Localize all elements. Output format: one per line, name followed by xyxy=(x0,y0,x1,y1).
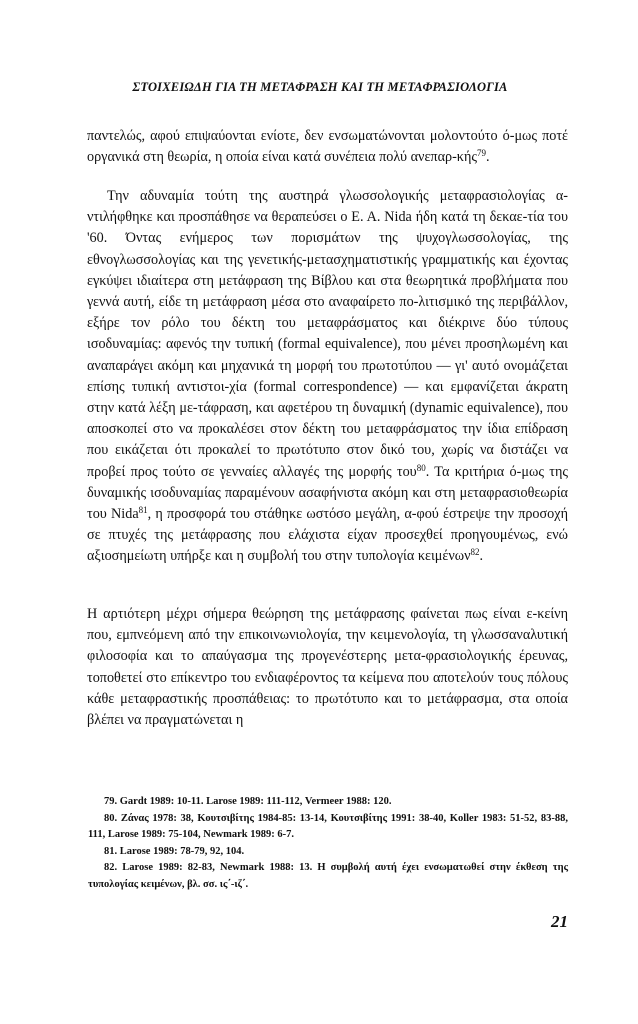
footnotes xyxy=(88,794,568,894)
footnote-ref-79: 79 xyxy=(477,148,486,159)
paragraph-text: . Τα κριτήρια ό-μως της δυναμικής ισοδυναμίας παραμένουν ασαφήνιστα ακόμη και στη μεταφρασιοθεωρία του Nida xyxy=(87,463,568,523)
footnote-ref-81: 81 xyxy=(138,505,148,516)
footnote-ref-80: 80 xyxy=(416,462,426,473)
paragraph-text: παντελώς, αφού επιψαύονται ενίοτε, δεν ενσωματώνονται μολοντούτο ό-μως ποτέ οργανικά στη θεωρία, η οποία είναι κατά συνέπεια πολύ ανεπαρ-κής xyxy=(87,128,568,166)
running-header: ΣΤΟΙΧΕΙΩΔΗ ΓΙΑ ΤΗ ΜΕΤΑΦΡΑΣΗ ΚΑΙ ΤΗ ΜΕΤΑΦΡΑΣΙΟΛΟΓΙΑ xyxy=(132,80,508,94)
footnote-ref-82: 82 xyxy=(470,547,480,558)
footnote-79: 79. Gardt 1989: 10-11. Larose 1989: 111-112, Vermeer 1988: 120. xyxy=(104,796,392,807)
paragraph-nida xyxy=(87,186,568,568)
footnote-81: 81. Larose 1989: 78-79, 92, 104. xyxy=(104,845,245,857)
paragraph-text: Την αδυναμία τούτη της αυστηρά γλωσσολογικής μεταφρασιολογίας α-ντιλήφθηκε και προσπάθησε να θεραπεύσει ο Ε. Α. Nida ήδη κατά τη δεκαε-τία του '60. Όντας ενήμερος των πορισμάτων της ψυχογλωσσολογίας, της εθνογλωσσολογίας και της γενετικής-μετασχηματιστικής γραμματικής και έχοντας εγκύψει ιδιαίτερα στη μετάφραση της Βίβλου και στα θεωρητικά προβλήματα που γεννά αυτή, είδε τη μετάφραση μέσα στο αναφαίρετο πο-λιτισμικό της περιβάλλον, εξήρε τον ρόλο του δέκτη του μεταφράσματος και διέκρινε δύο τύπους ισοδυναμίας: αφενός την τυπική (formal equivalence), που μένει προσηλωμένη και αναπαράγει ακόμη και μηχανικά τη μορφή του πρωτοτύπου — γι' αυτό ονομάζεται επίσης τυπική αντιστοι-χία (formal correspondence) — και εμφανίζεται άκρατη στην κατά λέξη με-τάφραση, και αφετέρου τη δυναμική (dynamic equivalence), που αποσκοπεί στο να προκαλέσει στον δέκτη του μεταφράσματος την ίδια επίδραση που εικάζεται ότι προκαλεί το πρωτότυπο στον δικό του, χωρίς να διστάζει να προβεί προς τούτο σε γενναίες αλλαγές της μορφής του xyxy=(87,188,568,480)
paragraph-text-centered-approach: Η αρτιότερη μέχρι σήμερα θεώρηση της μετάφρασης φαίνεται πως είναι ε-κείνη που, εμπνεόμενη από την επικοινωνιολογία, την κειμενολογία, τη γλωσσαναλυτική φιλοσοφία και το απαύγασμα της προγενέστερης μετα-φρασιολογικής έρευνας, τοποθετεί στο επίκεντρο του ενδιαφέροντος τα κείμενα που αποτελούν τους πόλους κάθε μεταφραστικής προσπάθειας: το πρωτότυπο και το μετάφρασμα, στα οποία βλέπει να πραγματώνεται η xyxy=(87,606,568,729)
footnote-82: 82. Larose 1989: 82-83, Newmark 1988: 13. Η συμβολή αυτή έχει ενσωματωθεί στην έκθεση της τυπολογίας κειμένων, βλ. σσ. ις΄-ιζ΄. xyxy=(88,862,568,890)
footnote-80: 80. Ζάνας 1978: 38, Κουτσιβίτης 1984-85: 13-14, Κουτσιβίτης 1991: 38-40, Koller 1983: 51-52, 83-88, 111, Larose 1989: 75-104, Newmark 1989: 6-7. xyxy=(88,812,568,841)
paragraph-continuation xyxy=(87,126,568,168)
page-number: 21 xyxy=(551,912,568,931)
paragraph-tail: . xyxy=(479,548,484,565)
paragraph-tail: . xyxy=(486,149,490,166)
paragraph-text: , η προσφορά του στάθηκε ωστόσο μεγάλη, α-φού έστρεψε την προσοχή σε πτυχές της μετάφρασης που ελάχιστα είχαν προσεχθεί προηγουμένως, ενώ αξιοσημείωτη υπήρξε και η συμβολή του στην τυπολογία κειμένων xyxy=(87,506,568,565)
